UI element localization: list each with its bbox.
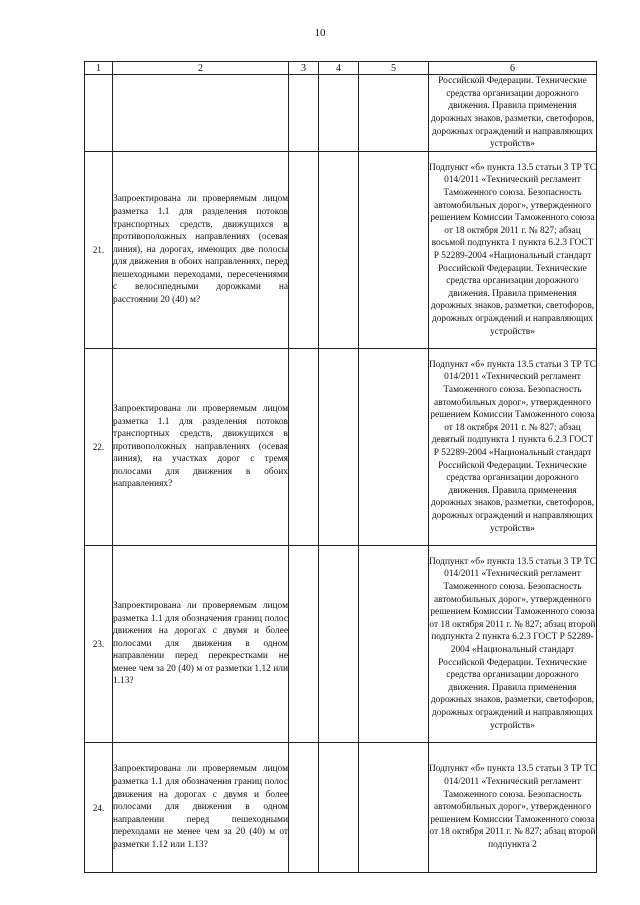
requirements-cell: Подпункт «б» пункта 13.5 статьи 3 ТР ТС 014/2011 «Технический регламент Таможенного союза. Безопасность автомобильных дорог», утвержденного решением Комиссии Таможенного союза от 18 октября 2011 г. № 827; абзац восьмой подпункта 1 пункта 6.2.3 ГОСТ Р 52289-2004 «Национальный стандарт Российской Федерации. Технические средства организации дорожного движения. Правила применения дорожных знаков, разметки, светофоров, дорожных ограждений и направляющих устройств» [429, 152, 597, 349]
table-row [85, 75, 597, 152]
empty-cell [319, 75, 359, 152]
empty-cell [289, 349, 319, 546]
table-row [85, 743, 597, 873]
column-header-4: 4 [319, 62, 359, 75]
row-number: 21. [85, 152, 113, 349]
column-header-6: 6 [429, 62, 597, 75]
empty-cell [319, 349, 359, 546]
requirements-cell: Подпункт «б» пункта 13.5 статьи 3 ТР ТС 014/2011 «Технический регламент Таможенного союза. Безопасность автомобильных дорог», утвержденного решением Комиссии Таможенного союза от 18 октября 2011 г. № 827; абзац второй подпункта 2 [429, 743, 597, 873]
question-cell: Запроектирована ли проверяемым лицом разметка 1.1 для обозначения границ полос движения на дорогах с двумя и более полосами для движения в одном направлении перед пешеходными переходами не менее чем за 20 (40) м от разметки 1.12 или 1.13? [113, 743, 289, 873]
column-header-1: 1 [85, 62, 113, 75]
page-number: 10 [314, 27, 326, 39]
column-header-5: 5 [359, 62, 429, 75]
empty-cell [289, 152, 319, 349]
checklist-table [84, 61, 597, 873]
empty-cell [319, 546, 359, 743]
question-cell: Запроектирована ли проверяемым лицом разметка 1.1 для разделения потоков транспортных средств, движущихся в противоположных направлениях (осевая линия), на дорогах, имеющих две полосы для движения в обоих направлениях, перед пешеходными переходами, пересечениями с велосипедными дорожками на расстоянии 20 (40) м? [113, 152, 289, 349]
header-row [85, 62, 597, 75]
question-cell: Запроектирована ли проверяемым лицом разметка 1.1 для разделения потоков транспортных средств, движущихся в противоположных направлениях (осевая линия), на участках дорог с тремя полосами для движения в обоих направлениях? [113, 349, 289, 546]
empty-cell [289, 75, 319, 152]
question-cell [113, 75, 289, 152]
table-row [85, 349, 597, 546]
column-header-3: 3 [289, 62, 319, 75]
column-header-2: 2 [113, 62, 289, 75]
empty-cell [359, 743, 429, 873]
empty-cell [319, 743, 359, 873]
empty-cell [359, 75, 429, 152]
row-number: 22. [85, 349, 113, 546]
row-number [85, 75, 113, 152]
requirements-cell: Российской Федерации. Технические средства организации дорожного движения. Правила применения дорожных знаков, разметки, светофоров, дорожных ограждений и направляющих устройств» [429, 75, 597, 152]
empty-cell [319, 152, 359, 349]
row-number: 24. [85, 743, 113, 873]
row-number: 23. [85, 546, 113, 743]
empty-cell [359, 349, 429, 546]
table-row [85, 152, 597, 349]
question-cell: Запроектирована ли проверяемым лицом разметка 1.1 для обозначения границ полос движения на дорогах с двумя и более полосами для движения в одном направлении перед перекрестками не менее чем за 20 (40) м от разметки 1.12 или 1.13? [113, 546, 289, 743]
table-row [85, 546, 597, 743]
empty-cell [359, 152, 429, 349]
empty-cell [289, 743, 319, 873]
requirements-cell: Подпункт «б» пункта 13.5 статьи 3 ТР ТС 014/2011 «Технический регламент Таможенного союза. Безопасность автомобильных дорог», утвержденного решением Комиссии Таможенного союза от 18 октября 2011 г. № 827; абзац второй подпункта 2 пункта 6.2.3 ГОСТ Р 52289-2004 «Национальный стандарт Российской Федерации. Технические средства организации дорожного движения. Правила применения дорожных знаков, разметки, светофоров, дорожных ограждений и направляющих устройств» [429, 546, 597, 743]
empty-cell [359, 546, 429, 743]
empty-cell [289, 546, 319, 743]
requirements-cell: Подпункт «б» пункта 13.5 статьи 3 ТР ТС 014/2011 «Технический регламент Таможенного союза. Безопасность автомобильных дорог», утвержденного решением Комиссии Таможенного союза от 18 октября 2011 г. № 827; абзац девятый подпункта 1 пункта 6.2.3 ГОСТ Р 52289-2004 «Национальный стандарт Российской Федерации. Технические средства организации дорожного движения. Правила применения дорожных знаков, разметки, светофоров, дорожных ограждений и направляющих устройств» [429, 349, 597, 546]
